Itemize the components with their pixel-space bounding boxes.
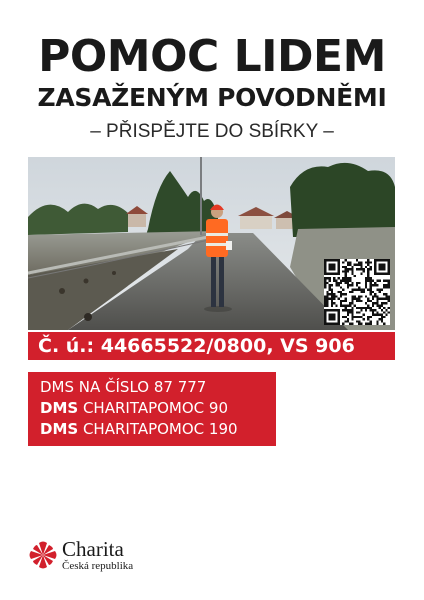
dms-label: DMS bbox=[40, 420, 79, 438]
headline-line1: POMOC LIDEM bbox=[38, 31, 386, 82]
dms-code: CHARITAPOMOC 90 bbox=[78, 399, 229, 417]
dms-number-line: DMS NA ČÍSLO 87 777 bbox=[40, 378, 207, 396]
qr-code-icon[interactable] bbox=[324, 259, 390, 325]
bank-account-bar: Č. ú.: 44665522/0800, VS 906 bbox=[28, 332, 395, 360]
logo-subtitle: Česká republika bbox=[62, 560, 134, 572]
dms-box bbox=[28, 372, 276, 446]
headline-subtitle: – PŘISPĚJTE DO SBÍRKY – bbox=[90, 121, 334, 142]
logo-name: Charita bbox=[62, 537, 124, 561]
charita-cross-icon bbox=[28, 540, 58, 570]
dms-line-190 bbox=[40, 419, 276, 440]
dms-line-90 bbox=[40, 398, 276, 419]
dms-code: CHARITAPOMOC 190 bbox=[78, 420, 238, 438]
headline-line2: ZASAŽENÝM POVODNĚMI bbox=[37, 83, 387, 112]
dms-label: DMS bbox=[40, 399, 79, 417]
